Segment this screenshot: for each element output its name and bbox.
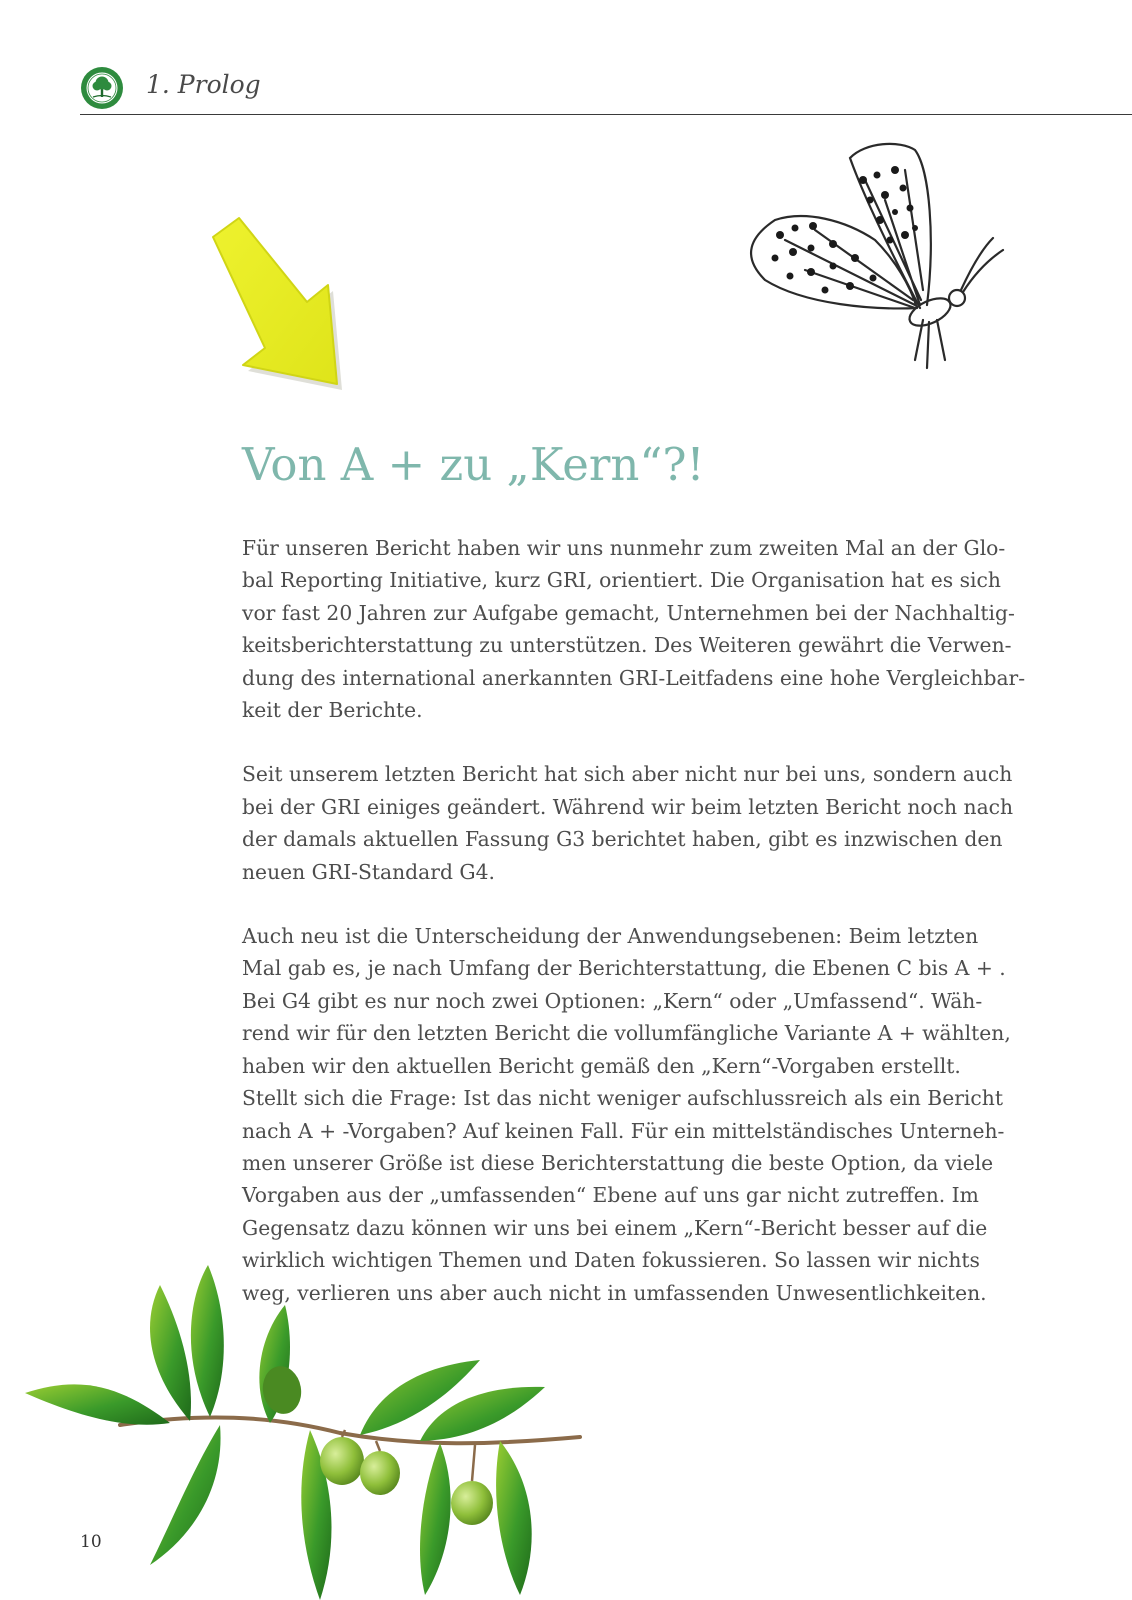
text-line: wirklich wichtigen Themen und Daten fokussieren. So lassen wir nichts xyxy=(242,1248,980,1273)
text-line: dung des international anerkannten GRI-Leitfadens eine hohe Vergleichbar- xyxy=(242,665,1026,690)
body-text xyxy=(242,532,1032,1341)
text-line: men unserer Größe ist diese Berichterstattung die beste Option, da viele xyxy=(242,1150,994,1175)
paragraph-3 xyxy=(242,920,1032,1309)
text-line: rend wir für den letzten Bericht die vollumfängliche Variante A + wählten, xyxy=(242,1021,1011,1046)
text-line: nach A + -Vorgaben? Auf keinen Fall. Für ein mittelständisches Unterneh- xyxy=(242,1118,1005,1143)
text-line: Stellt sich die Frage: Ist das nicht weniger aufschlussreich als ein Bericht xyxy=(242,1086,1003,1111)
text-line: weg, verlieren uns aber auch nicht in umfassenden Unwesentlichkeiten. xyxy=(242,1280,987,1305)
text-line: Vorgaben aus der „umfassenden“ Ebene auf uns gar nicht zutreffen. Im xyxy=(242,1183,979,1208)
text-line: vor fast 20 Jahren zur Aufgabe gemacht, Unternehmen bei der Nachhaltig- xyxy=(242,600,1015,625)
text-line: haben wir den aktuellen Bericht gemäß den „Kern“-Vorgaben erstellt. xyxy=(242,1053,961,1078)
text-line: keit der Berichte. xyxy=(242,698,423,723)
butterfly-sketch-icon xyxy=(745,140,1015,390)
page-heading: Von A + zu „Kern“?! xyxy=(242,438,705,491)
text-line: Bei G4 gibt es nur noch zwei Optionen: „Kern“ oder „Umfassend“. Wäh- xyxy=(242,988,983,1013)
text-line: Gegensatz dazu können wir uns bei einem „Kern“-Bericht besser auf die xyxy=(242,1215,988,1240)
paragraph-2 xyxy=(242,758,1032,888)
text-line: Mal gab es, je nach Umfang der Berichterstattung, die Ebenen C bis A + . xyxy=(242,956,1006,981)
text-line: bei der GRI einiges geändert. Während wir beim letzten Bericht noch nach xyxy=(242,794,1014,819)
page-number: 10 xyxy=(80,1532,102,1552)
text-line: Seit unserem letzten Bericht hat sich aber nicht nur bei uns, sondern auch xyxy=(242,762,1013,787)
text-line: Auch neu ist die Unterscheidung der Anwendungsebenen: Beim letzten xyxy=(242,924,979,949)
text-line: Für unseren Bericht haben wir uns nunmehr zum zweiten Mal an der Glo- xyxy=(242,536,1006,560)
yellow-arrow-icon xyxy=(205,210,355,400)
page-header xyxy=(80,60,1132,115)
olive-branch-icon xyxy=(20,1265,600,1600)
section-title: 1. Prolog xyxy=(146,70,261,99)
text-line: keitsberichterstattung zu unterstützen. Des Weiteren gewährt die Verwen- xyxy=(242,633,1012,658)
text-line: der damals aktuellen Fassung G3 berichtet haben, gibt es inzwischen den xyxy=(242,827,1003,852)
tree-emblem-icon xyxy=(80,66,124,110)
paragraph-1 xyxy=(242,532,1032,726)
text-line: bal Reporting Initiative, kurz GRI, orientiert. Die Organisation hat es sich xyxy=(242,568,1001,593)
text-line: neuen GRI-Standard G4. xyxy=(242,859,495,884)
